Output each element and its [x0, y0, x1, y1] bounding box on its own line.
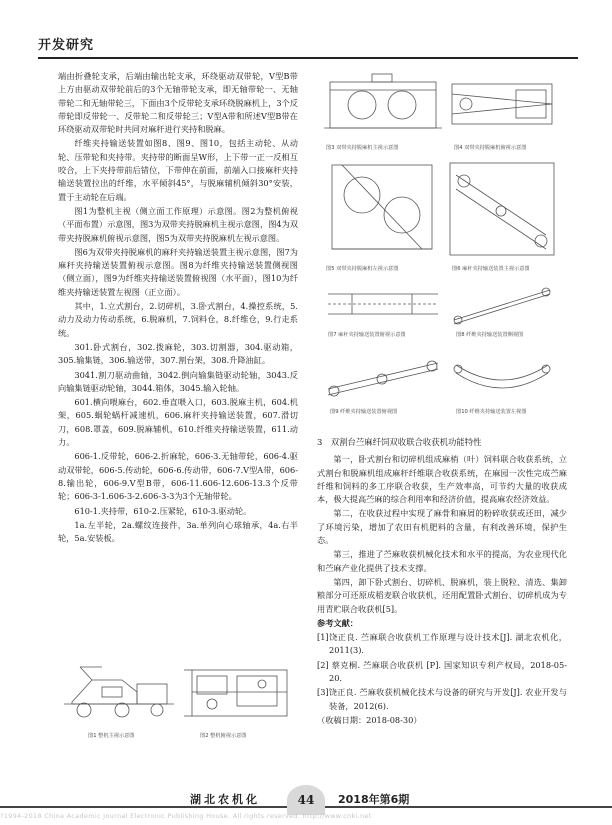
- left-paragraph: 纤维夹持输送装置如图8、图9、图10，包括主动轮、从动轮、压带轮和夹持带。夹持带的断面呈W形，上下带一正一反相互咬合，上下夹持带前后错位，下带伸在前面，前端入口接麻秆夹持输送装置拉出的纤维，水平倾斜45°，与脱麻辅机倾斜30°安装，置于主动轮在后端。: [58, 138, 298, 202]
- figure-7-caption: 图7 麻秆夹持输送装置俯视示意图: [328, 332, 406, 338]
- right-paragraph: 第三，推进了苎麻收获机械化技术和水平的提高，为农业现代化和苎麻产业化提供了技术支撑。: [317, 549, 567, 573]
- figure-1: [62, 662, 177, 724]
- reference-item: [3]饶正良. 苎麻收获机械化技术与设备的研究与开发[J]. 农业开发与装备，2012(6).: [317, 687, 567, 711]
- figure-8-drawing: [446, 280, 558, 328]
- left-paragraph: 图1为整机主视（侧立面工作原理）示意图。图2为整机俯视（平面布置）示意图，图3为双带夹持脱麻机主视示意图，图4为双带夹持脱麻机俯视示意图，图5为双带夹持脱麻机左视示意图。: [58, 205, 298, 243]
- figure-2-drawing: [182, 662, 297, 724]
- figure-9: [322, 345, 444, 403]
- page-number: 44: [287, 785, 325, 815]
- references-title: 参考文献：: [317, 617, 358, 628]
- figure-8: [446, 280, 558, 328]
- left-paragraph: 601.横向喂麻台，602.垂直喂入口，603.脱麻主机，604.机架，605.蜗轮蜗杆减速机，606.麻秆夹持输送装置，607.滑切刀，608.罩盖，609.脱麻辅机，610.纤维夹持输送装置，611.动力。: [58, 397, 298, 448]
- figure-1-caption: 图1 整机主视示意图: [88, 733, 135, 739]
- left-column: [58, 70, 298, 546]
- left-paragraph: 301.卧式割台，302.拨麻轮，303.切割器，304.驱动箱，305.输集链，306.输送带，307.割台架，308.升降油缸。: [58, 341, 298, 366]
- received-date: （收稿日期：2018-08-30）: [317, 714, 422, 725]
- figure-2: [182, 662, 297, 724]
- figure-7-drawing: [322, 280, 444, 328]
- journal-name: 湖北农机化: [190, 793, 260, 806]
- figure-3: [322, 70, 444, 140]
- header-rule: [38, 57, 578, 59]
- page-footer: [0, 784, 612, 825]
- left-paragraph: 610-1.夹持带，610-2.压紧轮，610-3.驱动轮。: [74, 505, 252, 516]
- left-paragraph: 图6为双带夹持脱麻机的麻秆夹持输送装置主视示意图，图7为麻秆夹持输送装置俯视示意图。图8为纤维夹持输送装置侧视图（侧立面），图9为纤维夹持输送装置俯视图（水平面），图10为纤维夹持输送装置左视图（正立面）。: [58, 246, 298, 297]
- figure-3-caption: 图3 双带夹持脱麻机主视示意图: [326, 145, 399, 151]
- figure-5-drawing: [322, 155, 444, 259]
- figure-5-caption: 图5 双带夹持脱麻机左视示意图: [326, 266, 399, 272]
- left-paragraph: 端由折叠轮支承，后端由输出轮支承，环绕驱动双带轮，V型B带上方由驱动双带轮前后的3个无轴带轮支承，即无轴带轮一、无轴带轮二和无轴带轮三，下面由3个反带轮支承环绕脱麻机上，3个反带轮即反带轮一、反带轮二和反带轮三；V型A带和所述V型B带在环绕驱动双带轮时共同对麻秆进行夹持和脱麻。: [58, 71, 298, 135]
- reference-item: [1]饶正良. 苎麻联合收获机工作原理与设计技术[J]. 湖北农机化，2011(3).: [317, 632, 567, 656]
- figure-7: [322, 280, 444, 328]
- figure-3-drawing: [322, 70, 444, 140]
- figure-9-caption: 图9 纤维夹持输送装置俯视图: [330, 409, 398, 415]
- right-paragraph: 第二，在收获过程中实现了麻骨和麻屑的粉碎收获或还田，减少了环境污染，增加了农田有机肥料的含量，有利改善环境，保护生态。: [317, 508, 567, 546]
- figure-6-caption: 图6 麻秆夹持输送装置主视示意图: [452, 266, 530, 272]
- left-paragraph: 606-1.反带轮，606-2.折麻轮，606-3.无轴带轮，606-4.驱动双带轮，606-5.传动轮，606-6.传动带，606-7.V型A带，606-8.输出轮，606-9.V型B带，606-11.606-12.606-13.3个反带轮；606-3-1.606-3-2.606-3-3为3个无轴带轮。: [58, 451, 298, 502]
- right-paragraph: 第一，卧式割台和切碎机组成麻梢（叶）饲料联合收获系统，立式割台和脱麻机组成麻秆纤维联合收获系统，在麻园一次性完成苎麻纤维和饲料的多工序联合收获，生产效率高，可节约大量的收获成本，极大提高苎麻的综合利用率和经济价值，提高麻农经济效益。: [317, 454, 567, 505]
- figure-9-drawing: [322, 345, 444, 403]
- figure-2-caption: 图2 整机俯视示意图: [200, 733, 247, 739]
- figure-1-drawing: [62, 662, 177, 724]
- section-heading: 3 双割台苎麻纤饲双收联合收获机功能特性: [317, 437, 482, 447]
- figure-10-caption: 图10 纤维夹持输送装置左视图: [456, 409, 527, 415]
- left-paragraph: 1a.左半轮，2a.螺纹连接件，3a.单列向心球轴承，4a.右半轮，5a.安装板。: [58, 519, 298, 544]
- copyright-watermark: ?1994-2018 China Academic Journal Electronic Publishing House. All rights reserved. http://www.cnki.net: [0, 812, 372, 820]
- figure-10-drawing: [446, 345, 558, 403]
- figure-8-caption: 图8 纤维夹持输送装置侧视图: [456, 332, 524, 338]
- reference-item: [2] 蔡克桐. 苎麻联合收获机 [P]. 国家知识专利产权局，2018-05-20.: [317, 659, 567, 684]
- figure-4-drawing: [446, 70, 558, 140]
- right-column: [317, 430, 567, 728]
- journal-issue: 2018年第6期: [338, 793, 410, 806]
- right-paragraph: 第四，卸下卧式割台、切碎机、脱麻机，装上脱粒、清选、集卸粮部分可还原成稻麦联合收获机，还用配置卧式割台、切碎机成为专用青贮联合收获机[5]。: [317, 576, 567, 614]
- left-paragraph: 3041.割刀驱动曲轴，3042.倒向输集链驱动轮轴，3043.反向输集链驱动轮轴，3044.箱体，3045.输入轮轴。: [58, 369, 298, 393]
- figure-4-caption: 图4 双带夹持脱麻机俯视示意图: [454, 145, 527, 151]
- section-title: 开发研究: [38, 38, 95, 53]
- left-paragraph: 其中，1.立式割台，2.切碎机，3.卧式割台，4.操控系统，5.动力及动力传动系统，6.脱麻机，7.饲料仓，8.纤维仓，9.行走系统。: [58, 301, 298, 338]
- figure-6: [446, 155, 558, 259]
- figure-4: [446, 70, 558, 140]
- page-header: [38, 34, 578, 59]
- figure-10: [446, 345, 558, 403]
- figure-5: [322, 155, 444, 259]
- figure-6-drawing: [446, 155, 558, 259]
